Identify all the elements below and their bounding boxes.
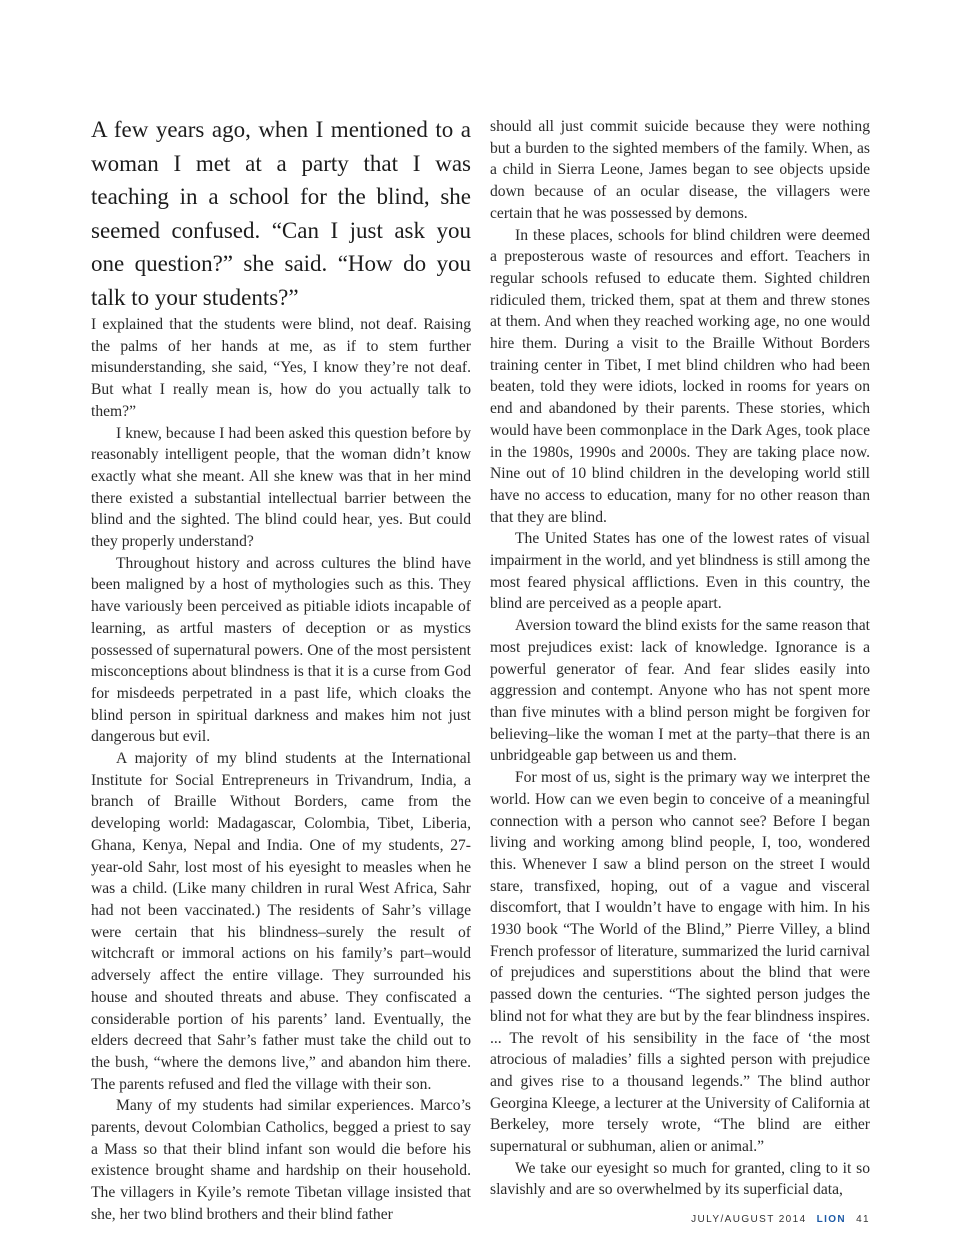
magazine-name: LION [816,1214,847,1225]
body-paragraph: Many of my students had similar experiences. Marco’s parents, devout Colombian Catholics, begged a priest to say a Mass so that their blind infant son would die before his existence brought shame and hardship on their household. The villagers in Kyile’s remote Tibetan village insisted that she, her two blind brothers and their blind father [91,1097,471,1223]
body-paragraph: For most of us, sight is the primary way we interpret the world. How can we even begin to conceive of a meaningful connection with a person who cannot see? Before I began living and working among blind people, I, too, wondered this. Whenever I saw a blind person on the street I would stare, transfixed, hoping, out of a vague and visceral discomfort, that I wouldn’t have to engage with him. In his 1930 book “The World of the Blind,” Pierre Villey, a blind French professor of literature, summarized the lurid carnival of prejudices and superstitions about the blind that were passed down the centuries. “The sighted person judges the blind not for what they are but by the fear blindness inspires. ... The revolt of his sensibility in the face of ‘the most atrocious of maladies’ fills a sighted person with prejudice and gives rise to a thousand legends.” The blind author Georgina Kleege, a lecturer at the University of California at Berkeley, more tersely wrote, “The blind are either supernatural or subhuman, alien or animal.” [490,769,870,1156]
issue-date: JULY/AUGUST 2014 [691,1214,807,1225]
body-paragraph: should all just commit suicide because they were nothing but a burden to the sighted members of the family. When, as a child in Sierra Leone, James began to see objects upside down because of an ocular disease, the villagers were certain that he was possessed by demons. [490,118,870,222]
body-paragraph: I explained that the students were blind, not deaf. Raising the palms of her hands at me, as if to stem further misunderstanding, she said, “Yes, I know they’re not deaf. But what I really mean is, how do you actually talk to them?” [91,316,471,420]
body-paragraph: The United States has one of the lowest rates of visual impairment in the world, and yet blindness is still among the most feared physical afflictions. Even in this country, the blind are perceived as a people apart. [490,530,870,613]
body-paragraph: I knew, because I had been asked this question before by reasonably intelligent people, that the woman didn’t know exactly what she meant. All she knew was that in her mind there existed a substantial intellectual barrier between the blind and the sighted. The blind could hear, yes. But could they properly understand? [91,424,471,551]
body-paragraph: A majority of my blind students at the International Institute for Social Entrepreneurs in Trivandrum, India, a branch of Braille Without Borders, came from the developing world: Madagascar, Colombia, Tibet, Liberia, Ghana, Kenya, Nepal and India. One of my students, 27-year-old Sahr, lost most of his eyesight to measles when he was a child. (Like many children in rural West Africa, Sahr had not been vaccinated.) The residents of Sahr’s village were certain that his blindness–surely the result of witchcraft or immoral actions on his family’s part–would adversely affect the entire village. They surrounded his house and shouted threats and abuse. They confiscated a considerable portion of his parents’ land. Eventually, the elders decreed that Sahr’s father must take the child out to the bush, “where the demons live,” and abandon him there. The parents refused and fled the village with their son. [91,750,471,1093]
page-number: 41 [856,1214,870,1225]
page-footer [630,1214,870,1225]
body-paragraph: We take our eyesight so much for granted, cling to it so slavishly and are so overwhelmed by its superficial data, [490,1159,870,1199]
left-column [91,113,471,1226]
lead-paragraph: A few years ago, when I mentioned to a woman I met at a party that I was teaching in a school for the blind, she seemed confused. “Can I just ask you one question?” she said. “How do you talk to your students?” [91,117,471,310]
body-paragraph: In these places, schools for blind children were deemed a preposterous waste of resources and effort. Teachers in regular schools refused to educate them. Sighted children ridiculed them, tricked them, spat at them and threw stones at them. And when they reached working age, no one would hire them. During a visit to the Braille Without Borders training center in Tibet, I met blind children who had been beaten, told they were idiots, locked in rooms for years on end and abandoned by their parents. These stories, which would have been commonplace in the Dark Ages, took place in the 1980s, 1990s and 2000s. They are taking place now. Nine out of 10 blind children in the developing world still have no access to education, many for no other reason than that they are blind. [490,226,870,526]
body-paragraph: Aversion toward the blind exists for the same reason that most prejudices exist: lack of knowledge. Ignorance is a powerful generator of fear. And fear slides easily into aggression and contempt. Anyone who has not spent more than five minutes with a blind person might be forgiven for believing–like the woman I met at the party–that there is an unbridgeable gap between us and them. [490,617,870,765]
right-column [490,116,870,1201]
body-paragraph: Throughout history and across cultures the blind have been maligned by a host of mythologies such as this. They have variously been perceived as pitiable idiots incapable of learning, as artful masters of deception or as mystics possessed of supernatural powers. One of the most persistent misconceptions about blindness is that it is a curse from God for misdeeds perpetrated in a past life, which cloaks the blind person in spiritual darkness and makes him not just dangerous but evil. [91,554,471,746]
